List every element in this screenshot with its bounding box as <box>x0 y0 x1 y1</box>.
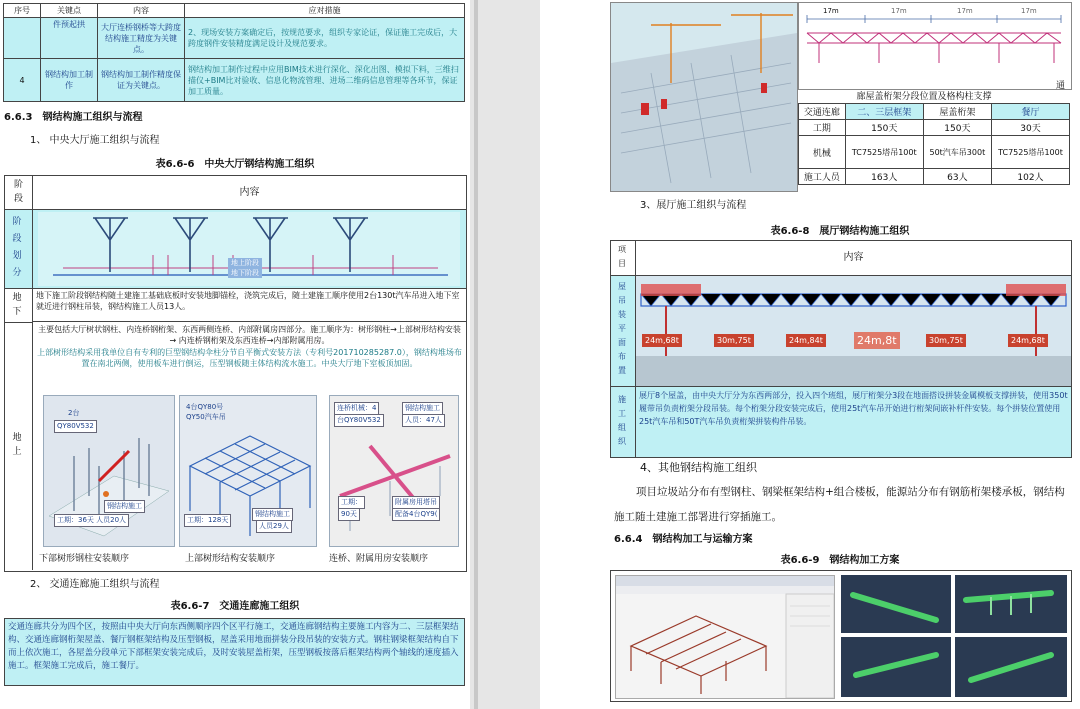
truss-elevation <box>798 2 1072 90</box>
exh-plan-image <box>636 276 1071 387</box>
img3-label-6: 90天 <box>338 508 360 521</box>
res-r1-c3: TC7525塔吊100t <box>991 136 1069 169</box>
res-h-3: 餐厅 <box>991 104 1069 120</box>
dim-3: 17m <box>957 7 973 15</box>
member-render-images <box>841 575 1067 697</box>
image-lower-columns <box>43 395 175 547</box>
image-bridges <box>329 395 459 547</box>
img2-label-2: QY50汽车吊 <box>186 413 226 421</box>
bim-software-image <box>615 575 835 699</box>
corridor-text: 交通连廊共分为四个区，按照由中央大厅向东西侧顺序四个区平行施工，交通连廊钢结构主要施工内容为二、三层框架结构、交通连廊钢桁架屋盖、餐厅钢框架结构及压型钢板，屋盖采用地面拼装分段吊装的安装方式。钢柱钢梁框架结构自下而上依次施工，各屋盖分段单元下部框架安装完成后，及时安装屋盖桁架，压型钢板按落后框架结构两个轴线的速度插入施工。框架施工完成后，施工餐厅。 <box>4 618 465 686</box>
above-ground-label: 地上 <box>5 323 33 570</box>
table-caption-6-6-7: 表6.6-7 交通连廊施工组织 <box>170 601 300 612</box>
caption-upper-tree: 上部树形结构安装顺序 <box>185 554 276 564</box>
img2-label-4: 钢结构施工 <box>252 508 293 521</box>
stage-division-label: 阶段划分 <box>5 210 33 289</box>
res-r0-c2: 150天 <box>923 120 991 136</box>
res-r0-c3: 30天 <box>991 120 1069 136</box>
row1-content: 大厅连桥钢桥等大跨度结构施工精度为关键点。 <box>98 18 185 59</box>
above-ground-text-1: 主要包括大厅树状钢柱、内连桥钢桁架、东西两侧连桥、内部附属房四部分。施工顺序为：树形钢柱→上部树形结构安装→ 内连桥钢桁架及东西连桥→内部附属用房。 <box>38 325 461 345</box>
underground-label: 地下 <box>5 289 33 323</box>
exhibition-roof-icon <box>636 276 1071 386</box>
table-caption-6-6-6: 表6.6-6 中央大厅钢结构施工组织 <box>155 159 315 170</box>
caption-lower-columns: 下部树形钢柱安装顺序 <box>39 554 130 564</box>
row1-num <box>4 18 41 59</box>
corridor-resource-table <box>798 103 1070 185</box>
support-caption: 廊屋盖桁架分段位置及格构柱支撑 <box>856 92 992 102</box>
res-r2-c3: 102人 <box>991 169 1069 185</box>
row2-content: 钢结构加工制作精度保证为关键点。 <box>98 59 185 102</box>
res-r1-c2: 50t汽车吊300t <box>923 136 991 169</box>
tag-above-ground: 地上阶段 <box>228 258 262 268</box>
img1-label-2: QY80V532 <box>54 420 97 433</box>
above-ground-text-2: 上部树形结构采用我单位自有专利的巨型钢结构伞柱分节自平衡式安装方法（专利号201710285287.0），钢结构堆场布置在南北两侧，使用板车进行倒运，压型钢板随主体结构流水施工。中央大厅地下室板顶加固。 <box>37 348 462 368</box>
page-gutter <box>470 0 540 709</box>
img3-label-3: 钢结构施工 <box>402 402 443 415</box>
edge-text: 通 <box>1056 81 1066 91</box>
row2-key: 钢结构加工制作 <box>41 59 98 102</box>
section-6-6-3: 6.6.3 钢结构施工组织与流程 <box>4 112 143 123</box>
exh-h-content: 内容 <box>636 241 1071 276</box>
col-header-num: 序号 <box>4 4 41 18</box>
weight-tag-4: 24m,8t <box>854 332 900 349</box>
exh-org-label: 施工组织 <box>611 387 636 457</box>
subsection-exhibition: 3、展厅施工组织与流程 <box>640 200 747 211</box>
weight-tag-6: 24m,68t <box>1008 334 1048 347</box>
steel-member-render-icon <box>841 575 1067 697</box>
col-header-measure: 应对措施 <box>185 4 465 18</box>
res-r2-c1: 163人 <box>845 169 923 185</box>
res-r0-label: 工期 <box>799 120 846 136</box>
img1-label-1: 2台 <box>68 409 80 417</box>
row2-measure: 钢结构加工制作过程中应用BIM技术进行深化、深化出图、模拟下料，三维扫描仪+BIM比对验收、信息化物流管理、进场二维码信息管理等各环节，保证加工质量。 <box>185 59 465 102</box>
underground-text: 地下施工阶段钢结构随土建施工基础底板时安装地脚锚栓，浇筑完成后，随土建施工顺序使用2台130t汽车吊进入地下室就近进行钢柱吊装，钢结构施工人员13人。 <box>33 289 466 322</box>
res-r1-label: 机械 <box>799 136 846 169</box>
img2-label-3: 工期：128天 <box>184 514 231 527</box>
other-text: 项目垃圾站分布有型钢柱、钢梁框架结构+组合楼板，能源站分布有钢筋桁架楼承板，钢结构施工随土建施工部署进行穿插施工。 <box>614 486 1065 523</box>
dim-4: 17m <box>1021 7 1037 15</box>
truss-elevation-icon <box>799 3 1071 89</box>
corridor-site-image <box>610 2 798 192</box>
img3-label-8: 配备4台QY9( <box>392 508 440 521</box>
above-ground-cell <box>33 323 466 570</box>
subsection-hall: 1、 中央大厅施工组织与流程 <box>30 135 160 146</box>
res-r2-label: 施工人员 <box>799 169 846 185</box>
section-6-6-4: 6.6.4 钢结构加工与运输方案 <box>614 534 753 545</box>
hall-header-content: 内容 <box>33 176 466 210</box>
risk-table <box>3 3 465 102</box>
res-r1-c1: TC7525塔吊100t <box>845 136 923 169</box>
dim-2: 17m <box>891 7 907 15</box>
image-upper-tree <box>179 395 317 547</box>
table-caption-6-6-8: 表6.6-8 展厅钢结构施工组织 <box>770 226 910 237</box>
row1-measure: 2、现场安装方案确定后，按规范要求，组织专家论证，保证施工完成后，大跨度钢件安装精度满足设计及规范要求。 <box>185 18 465 59</box>
crane-3d-icon <box>611 3 797 191</box>
exh-h-item: 项目 <box>611 241 636 276</box>
col-header-content: 内容 <box>98 4 185 18</box>
img1-label-3: 钢结构施工 <box>104 500 145 513</box>
dim-1: 17m <box>823 7 839 15</box>
img3-label-4: 人员：47人 <box>402 414 445 427</box>
exhibition-table <box>610 240 1072 458</box>
weight-tag-5: 30m,75t <box>926 334 966 347</box>
img3-label-5: 工期： <box>338 496 365 509</box>
img3-label-1: 连桥机械：4 <box>334 402 379 415</box>
document-page-right <box>540 0 1080 709</box>
res-h-2: 屋盖桁架 <box>923 104 991 120</box>
table-caption-6-6-9: 表6.6-9 钢结构加工方案 <box>780 555 900 566</box>
res-h-0: 交通连廊 <box>799 104 846 120</box>
row1-key: 件预起拱 <box>41 18 98 59</box>
img1-label-4: 工期：36天 人员20人 <box>54 514 129 527</box>
img3-label-2: 台QY80V532 <box>334 414 384 427</box>
res-r2-c2: 63人 <box>923 169 991 185</box>
res-r0-c1: 150天 <box>845 120 923 136</box>
res-h-1: 二、三层框架 <box>845 104 923 120</box>
img3-label-7: 附属房用塔吊 <box>392 496 440 509</box>
col-header-key: 关键点 <box>41 4 98 18</box>
hall-table <box>4 175 467 572</box>
img2-label-5: 人员29人 <box>256 520 292 533</box>
weight-tag-3: 24m,84t <box>786 334 826 347</box>
img2-label-1: 4台QY80号 <box>186 403 224 411</box>
subsection-corridor: 2、 交通连廊施工组织与流程 <box>30 579 160 590</box>
weight-tag-1: 24m,68t <box>642 334 682 347</box>
exh-plan-label: 屋吊装平面布置 <box>611 276 636 387</box>
hall-header-stage: 阶段 <box>5 176 33 210</box>
document-page-left <box>0 0 470 709</box>
tag-underground: 地下阶段 <box>228 268 262 278</box>
bim-model-icon <box>616 576 834 698</box>
stage-division-diagram <box>33 210 466 289</box>
exh-org-text: 展厅8个屋盖，由中央大厅分为东西两部分，投入四个班组，展厅桁架分3段在地面搭设拼装金属模板支撑拼装，使用350t履带吊负责桁架分段吊装。每个桁架分段安装完成后，使用25t汽车吊开始进行桁架间嵌补杆件安装。每个拼装位置使用25t汽车吊和50T汽车吊负责桁架拼装构件吊装。 <box>636 387 1071 457</box>
row2-num: 4 <box>4 59 41 102</box>
caption-bridges: 连桥、附属用房安装顺序 <box>329 554 429 564</box>
processing-table <box>610 570 1072 702</box>
weight-tag-2: 30m,75t <box>714 334 754 347</box>
subsection-other: 4、其他钢结构施工组织 <box>640 461 757 474</box>
